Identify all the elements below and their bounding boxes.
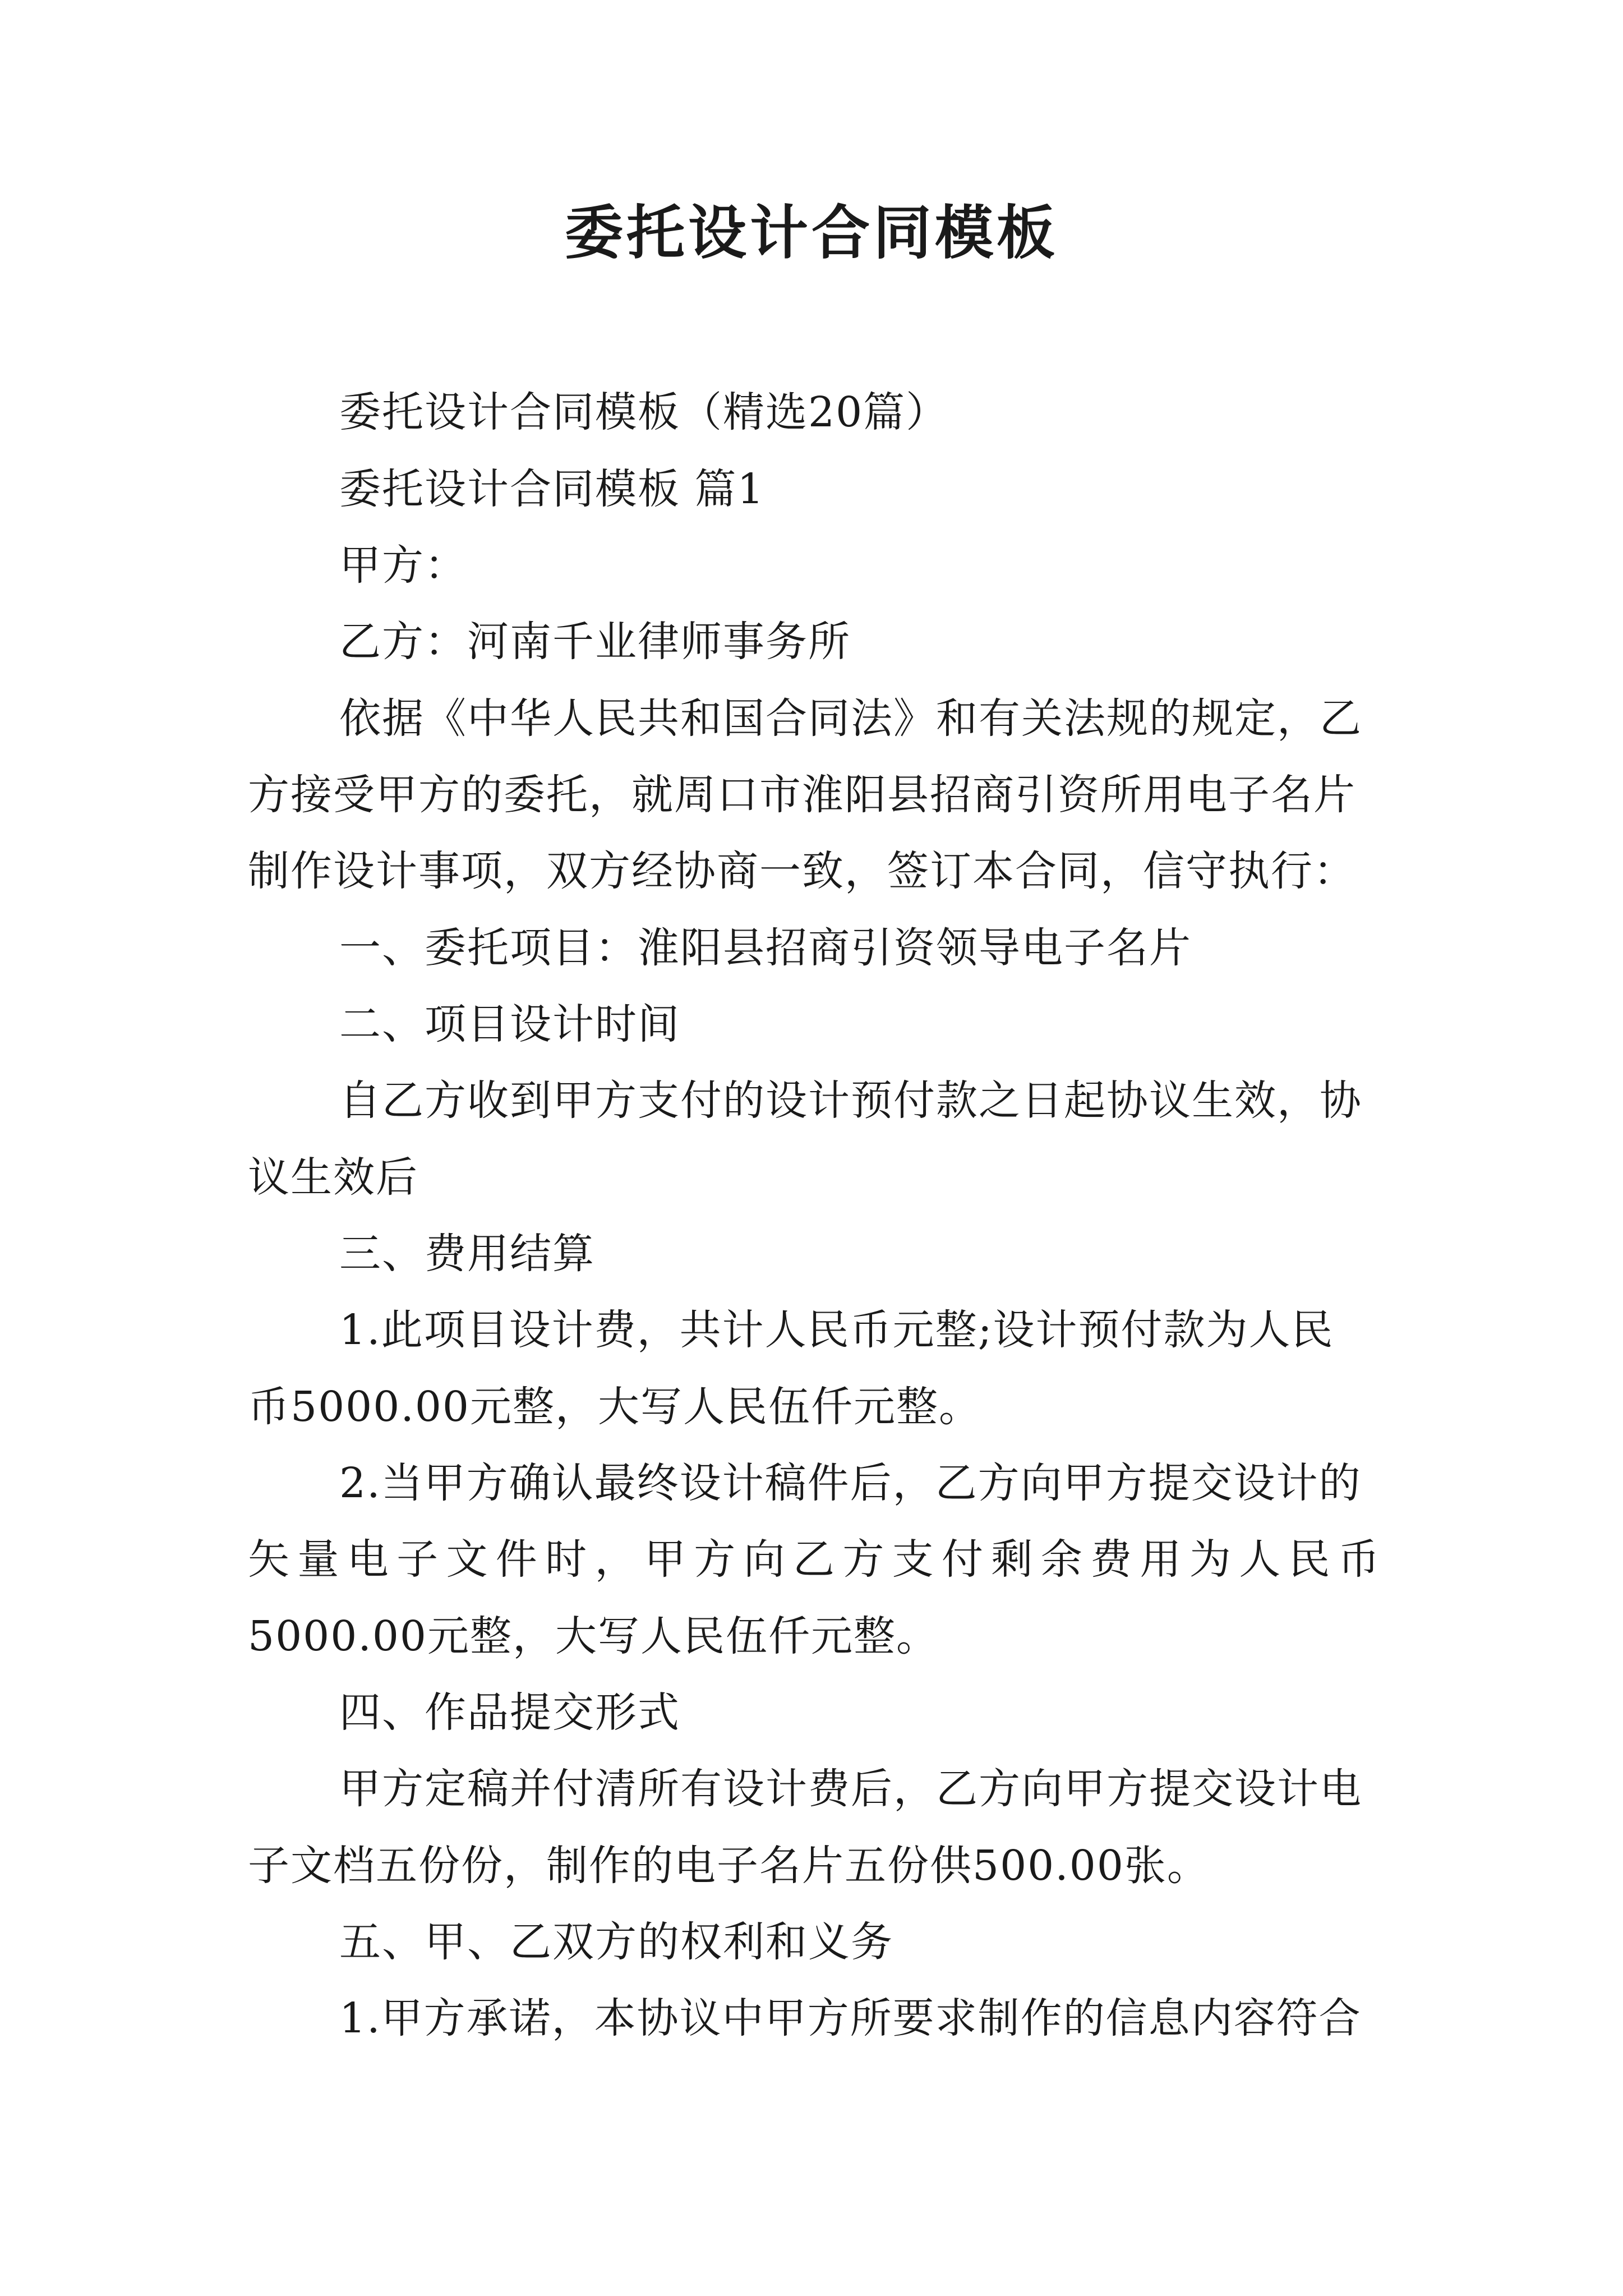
justified-char: 余 — [1040, 1535, 1082, 1584]
justified-char: 方 — [842, 1535, 884, 1584]
justified-char: 乙 — [792, 1535, 834, 1584]
justified-char: 量 — [297, 1535, 339, 1584]
justified-char: 费 — [1090, 1535, 1132, 1584]
paragraph-line: 1.此项目设计费，共计人民币元整;设计预付款为人民 — [339, 1306, 1334, 1354]
document-title: 委托设计合同模板 — [564, 198, 1058, 267]
justified-char: ， — [594, 1535, 637, 1584]
justified-char: 矢 — [248, 1535, 289, 1584]
justified-char: 向 — [743, 1535, 785, 1584]
subtitle-line: 委托设计合同模板（精选20篇） — [339, 388, 949, 436]
clause-heading: 一、委托项目：淮阳县招商引资领导电子名片 — [339, 924, 1192, 972]
justified-char: 为 — [1189, 1535, 1231, 1584]
paragraph-line: 子文档五份份，制作的电子名片五份供500.00张。 — [248, 1842, 1210, 1890]
paragraph-line: 依据《中华人民共和国合同法》和有关法规的规定，乙 — [339, 694, 1362, 743]
paragraph-line: 1.甲方承诺，本协议中甲方所要求制作的信息内容符合 — [339, 1994, 1362, 2042]
justified-char: 时 — [545, 1535, 587, 1584]
clause-heading: 五、甲、乙双方的权利和义务 — [339, 1918, 893, 1966]
justified-char: 支 — [892, 1535, 934, 1584]
paragraph-line: 自乙方收到甲方支付的设计预付款之日起协议生效，协 — [339, 1076, 1362, 1125]
justified-char: 付 — [942, 1535, 984, 1584]
justified-char: 民 — [1288, 1535, 1330, 1584]
justified-char: 币 — [1338, 1535, 1380, 1584]
justified-char: 人 — [1239, 1535, 1281, 1584]
paragraph-line-justified — [248, 1531, 1380, 1588]
section-heading: 委托设计合同模板 篇1 — [339, 465, 765, 513]
paragraph-line: 2.当甲方确认最终设计稿件后，乙方向甲方提交设计的 — [339, 1459, 1362, 1507]
justified-char: 剩 — [991, 1535, 1033, 1584]
paragraph-line: 甲方定稿并付清所有设计费后，乙方向甲方提交设计电 — [339, 1765, 1362, 1813]
justified-char: 用 — [1140, 1535, 1182, 1584]
justified-char: 电 — [347, 1535, 389, 1584]
paragraph-line: 5000.00元整，大写人民伍仟元整。 — [248, 1612, 939, 1660]
justified-char: 子 — [396, 1535, 439, 1584]
justified-char: 件 — [495, 1535, 537, 1584]
paragraph-line: 制作设计事项，双方经协商一致，签订本合同，信守执行： — [248, 847, 1356, 895]
justified-char: 甲 — [644, 1535, 686, 1584]
paragraph-line: 币5000.00元整，大写人民伍仟元整。 — [248, 1383, 982, 1431]
paragraph-line: 议生效后 — [248, 1153, 418, 1202]
clause-heading: 三、费用结算 — [339, 1230, 595, 1278]
justified-char: 方 — [694, 1535, 736, 1584]
justified-char: 文 — [446, 1535, 488, 1584]
party-b-line: 乙方：河南千业律师事务所 — [339, 618, 851, 666]
clause-heading: 二、项目设计时间 — [339, 1000, 680, 1048]
paragraph-line: 方接受甲方的委托，就周口市淮阳县招商引资所用电子名片 — [248, 771, 1356, 819]
party-a-line: 甲方： — [339, 541, 467, 590]
clause-heading: 四、作品提交形式 — [339, 1688, 680, 1737]
